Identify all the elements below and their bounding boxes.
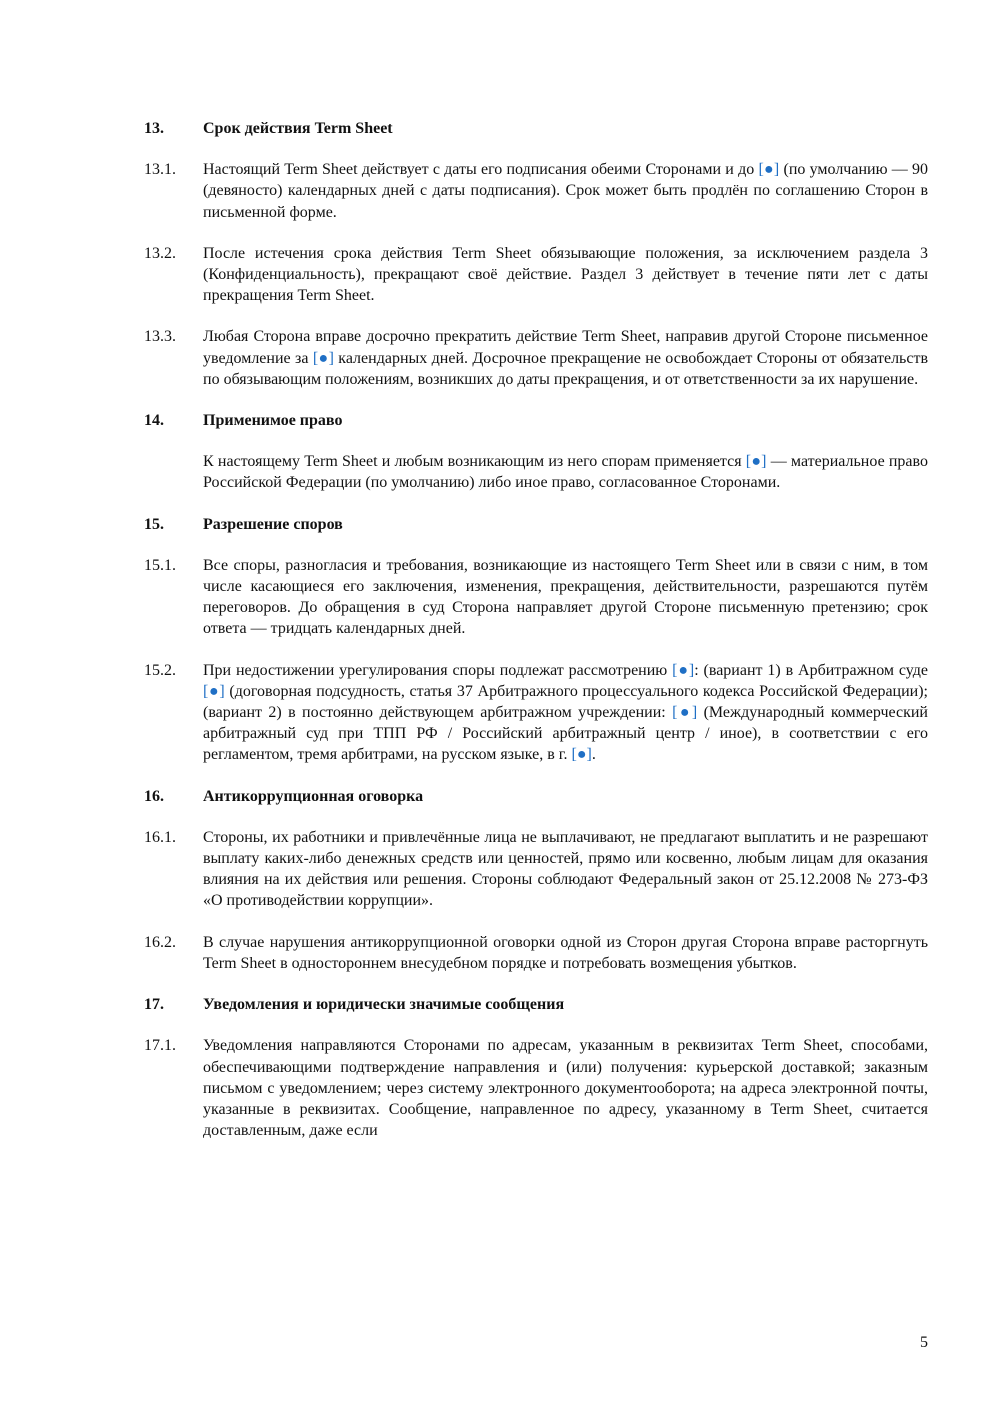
placeholder-marker: [●] — [571, 746, 592, 764]
clause-14 — [144, 451, 928, 493]
placeholder-marker: [●] — [672, 704, 698, 722]
placeholder-marker: [●] — [758, 161, 780, 179]
section-title: Срок действия Term Sheet — [203, 120, 393, 137]
placeholder-marker: [●] — [203, 682, 225, 700]
clause-number: 16.1. — [144, 828, 176, 846]
section-title: Разрешение споров — [203, 515, 343, 533]
section-heading-15 — [144, 514, 928, 535]
section-number: 15. — [144, 515, 164, 533]
clause-number: 15.2. — [144, 661, 176, 679]
section-heading-14 — [144, 410, 928, 431]
clause-number: 13.3. — [144, 328, 176, 346]
clause-text: При недостижении урегулирования споры подлежат рассмотрению [●]: (вариант 1) в Арбитражном суде [●] (договорная подсудность, статья 37 Арбитражного процессуального кодекса Российской Федерации); (вариант 2) в постоянно действующем арбитражном учреждении: [●] (Международный коммерческий арбитражный суд при ТПП РФ / Российский арбитражный центр / иное), в соответствии с его регламентом, тремя арбитрами, на русском языке, в г. [●]. — [203, 661, 929, 764]
section-title: Применимое право — [203, 412, 343, 430]
clause-number — [144, 451, 203, 493]
clause-text: Все споры, разногласия и требования, возникающие из настоящего Term Sheet или в связи с ним, в том числе касающиеся его заключения, изменения, прекращения, действительности, разрешаются путём переговоров. До обращения в суд Сторона направляет другой Стороне письменную претензию; срок ответа — тридцать календарных дней. — [203, 556, 928, 638]
section-heading-13 — [144, 118, 928, 139]
clause-text: В случае нарушения антикоррупционной оговорки одной из Сторон другая Сторона вправе расторгнуть Term Sheet в одностороннем внесудебном порядке и потребовать возмещения убытков. — [203, 933, 928, 972]
document-page — [144, 118, 928, 1161]
clause-number: 13.2. — [144, 244, 176, 262]
clause-number: 16.2. — [144, 933, 176, 951]
placeholder-marker: [●] — [672, 661, 695, 679]
section-number: 14. — [144, 412, 164, 430]
clause-17-1 — [144, 1035, 928, 1141]
clause-text: После истечения срока действия Term Sheet обязывающие положения, за исключением раздела 3 (Конфиденциальность), прекращают своё действие. Раздел 3 действует в течение пяти лет с даты прекращения Term Sheet. — [203, 244, 928, 305]
section-number: 13. — [144, 120, 164, 137]
clause-text: Уведомления направляются Сторонами по адресам, указанным в реквизитах Term Sheet, способами, обеспечивающими подтверждение направления и (или) получения: курьерской доставкой; заказным письмом с уведомлением; через систему электронного документооборота; на адреса электронной почты, указанные в реквизитах. Сообщение, направленное по адресу, указанному в Term Sheet, считается доставленным, даже если — [203, 1037, 928, 1140]
clause-text: Любая Сторона вправе досрочно прекратить действие Term Sheet, направив другой Стороне письменное уведомление за [●] календарных дней. Досрочное прекращение не освобождает Стороны от обязательств по обязывающим положениям, возникших до даты прекращения, и от ответственности за их нарушение. — [203, 328, 928, 388]
clause-number: 15.1. — [144, 556, 176, 574]
section-title: Уведомления и юридически значимые сообщения — [203, 996, 565, 1014]
section-number: 17. — [144, 996, 164, 1014]
page-number: 5 — [920, 1334, 928, 1351]
clause-15-1 — [144, 555, 928, 640]
section-number: 16. — [144, 787, 164, 805]
placeholder-marker: [●] — [745, 453, 767, 471]
clause-15-2 — [144, 660, 928, 766]
section-heading-16 — [144, 786, 928, 807]
clause-number: 13.1. — [144, 161, 176, 179]
clause-13-1 — [144, 159, 928, 223]
clause-text: Настоящий Term Sheet действует с даты его подписания обеими Сторонами и до [●] (по умолчанию — 90 (девяносто) календарных дней с даты подписания). Срок может быть продлён по соглашению Сторон в письменной форме. — [203, 161, 929, 221]
clause-16-1 — [144, 827, 928, 912]
clause-13-2 — [144, 243, 928, 307]
placeholder-marker: [●] — [312, 349, 334, 367]
clause-16-2 — [144, 932, 928, 974]
section-title: Антикоррупционная оговорка — [203, 787, 424, 805]
section-heading-17 — [144, 994, 928, 1015]
clause-text: К настоящему Term Sheet и любым возникающим из него спорам применяется [●] — материальное право Российской Федерации (по умолчанию) либо иное право, согласованное Сторонами. — [203, 453, 928, 492]
clause-number: 17.1. — [144, 1037, 176, 1055]
clause-text: Стороны, их работники и привлечённые лица не выплачивают, не предлагают выплатить и не разрешают выплату каких-либо денежных средств или ценностей, прямо или косвенно, любым лицам для оказания влияния на их действия или решения. Стороны соблюдают Федеральный закон от 25.12.2008 № 273-ФЗ «О противодействии коррупции». — [203, 828, 928, 910]
clause-13-3 — [144, 326, 928, 390]
